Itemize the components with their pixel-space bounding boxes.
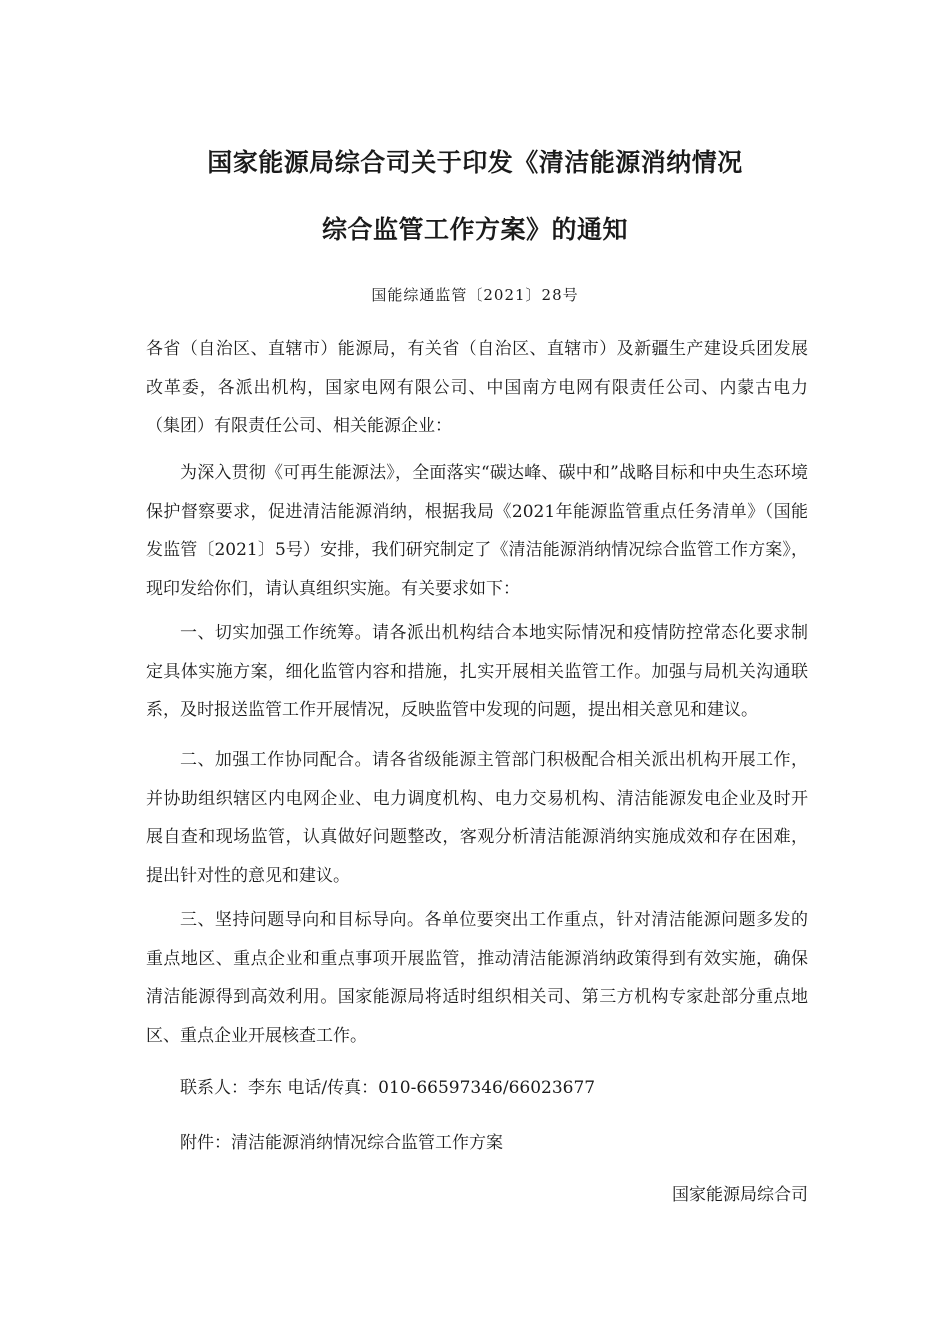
paragraph-item-1: 一、切实加强工作统筹。请各派出机构结合本地实际情况和疫情防控常态化要求制定具体实施方案，细化监管内容和措施，扎实开展相关监管工作。加强与局机关沟通联系，及时报送监管工作开展情况，反映监管中发现的问题，提出相关意见和建议。 <box>146 623 808 721</box>
contact-line: 联系人：李东 电话/传真：010-66597346/66023677 <box>180 1078 596 1098</box>
document-title-line-1: 国家能源局综合司关于印发《清洁能源消纳情况 <box>207 148 743 177</box>
addressees: 各省（自治区、直辖市）能源局，有关省（自治区、直辖市）及新疆生产建设兵团发展改革委，各派出机构，国家电网有限公司、中国南方电网有限责任公司、内蒙古电力（集团）有限责任公司、相关能源企业： <box>146 339 808 437</box>
signature: 国家能源局综合司 <box>672 1185 808 1205</box>
paragraph-item-3: 三、坚持问题导向和目标导向。各单位要突出工作重点，针对清洁能源问题多发的重点地区、重点企业和重点事项开展监管，推动清洁能源消纳政策得到有效实施，确保清洁能源得到高效利用。国家能源局将适时组织相关司、第三方机构专家赴部分重点地区、重点企业开展核查工作。 <box>146 910 808 1047</box>
paragraph-item-2: 二、加强工作协同配合。请各省级能源主管部门积极配合相关派出机构开展工作，并协助组织辖区内电网企业、电力调度机构、电力交易机构、清洁能源发电企业及时开展自查和现场监管，认真做好问题整改，客观分析清洁能源消纳实施成效和存在困难，提出针对性的意见和建议。 <box>146 750 808 887</box>
document-number: 国能综通监管〔2021〕28号 <box>371 286 579 304</box>
paragraph-intro: 为深入贯彻《可再生能源法》，全面落实“碳达峰、碳中和”战略目标和中央生态环境保护督察要求，促进清洁能源消纳，根据我局《2021年能源监管重点任务清单》（国能发监管〔2021〕5号）安排，我们研究制定了《清洁能源消纳情况综合监管工作方案》，现印发给你们，请认真组织实施。有关要求如下： <box>146 463 808 600</box>
attachment-line: 附件：清洁能源消纳情况综合监管工作方案 <box>180 1133 503 1153</box>
document-title-line-2: 综合监管工作方案》的通知 <box>321 215 628 244</box>
